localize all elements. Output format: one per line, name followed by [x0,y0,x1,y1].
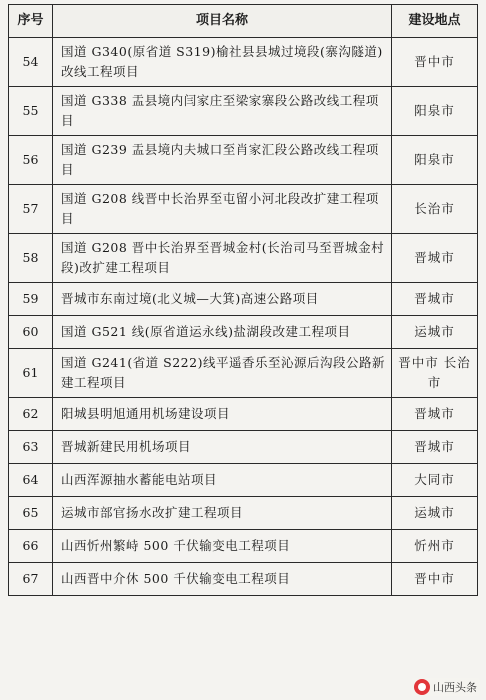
header-name: 项目名称 [53,5,392,38]
row-location: 晋中市 [392,38,478,87]
row-location: 阳泉市 [392,136,478,185]
row-no: 54 [9,38,53,87]
row-project-name: 晋城新建民用机场项目 [53,431,392,464]
row-no: 62 [9,398,53,431]
table-row [9,464,478,497]
table-row [9,497,478,530]
row-location: 运城市 [392,316,478,349]
table-row [9,563,478,596]
row-location: 晋城市 [392,398,478,431]
project-table-page [8,4,478,596]
row-no: 63 [9,431,53,464]
row-location: 晋城市 [392,283,478,316]
table-header-row [9,5,478,38]
row-location: 阳泉市 [392,87,478,136]
row-project-name: 晋城市东南过境(北义城—大箕)高速公路项目 [53,283,392,316]
row-project-name: 国道 G338 盂县境内闫家庄至梁家寨段公路改线工程项目 [53,87,392,136]
table-row [9,349,478,398]
project-table [8,4,478,596]
table-row [9,316,478,349]
row-no: 65 [9,497,53,530]
row-no: 58 [9,234,53,283]
table-row [9,87,478,136]
row-project-name: 国道 G208 线晋中长治界至屯留小河北段改扩建工程项目 [53,185,392,234]
row-no: 57 [9,185,53,234]
row-project-name: 国道 G521 线(原省道运永线)盐湖段改建工程项目 [53,316,392,349]
row-location: 晋中市 [392,563,478,596]
row-project-name: 阳城县明旭通用机场建设项目 [53,398,392,431]
header-location: 建设地点 [392,5,478,38]
table-row [9,38,478,87]
row-location: 长治市 [392,185,478,234]
row-no: 55 [9,87,53,136]
table-row [9,136,478,185]
watermark-text: 山西头条 [433,681,477,694]
row-location: 忻州市 [392,530,478,563]
row-no: 61 [9,349,53,398]
row-project-name: 山西忻州繁峙 500 千伏输变电工程项目 [53,530,392,563]
row-project-name: 国道 G340(原省道 S319)榆社县县城过境段(寨沟隧道)改线工程项目 [53,38,392,87]
table-row [9,283,478,316]
row-project-name: 运城市部官扬水改扩建工程项目 [53,497,392,530]
table-row [9,234,478,283]
row-location: 晋城市 [392,234,478,283]
row-project-name: 国道 G239 盂县境内夫城口至肖家汇段公路改线工程项目 [53,136,392,185]
row-no: 64 [9,464,53,497]
app-logo-icon [414,679,430,695]
table-row [9,185,478,234]
source-watermark [411,678,480,696]
row-no: 56 [9,136,53,185]
table-row [9,530,478,563]
row-location: 晋城市 [392,431,478,464]
table-row [9,398,478,431]
row-project-name: 山西浑源抽水蓄能电站项目 [53,464,392,497]
row-no: 66 [9,530,53,563]
row-project-name: 国道 G241(省道 S222)线平遥香乐至沁源后沟段公路新建工程项目 [53,349,392,398]
row-location: 大同市 [392,464,478,497]
row-no: 60 [9,316,53,349]
row-no: 59 [9,283,53,316]
row-location: 晋中市 长治市 [392,349,478,398]
row-project-name: 国道 G208 晋中长治界至晋城金村(长治司马至晋城金村段)改扩建工程项目 [53,234,392,283]
row-project-name: 山西晋中介休 500 千伏输变电工程项目 [53,563,392,596]
table-row [9,431,478,464]
header-no: 序号 [9,5,53,38]
row-no: 67 [9,563,53,596]
row-location: 运城市 [392,497,478,530]
